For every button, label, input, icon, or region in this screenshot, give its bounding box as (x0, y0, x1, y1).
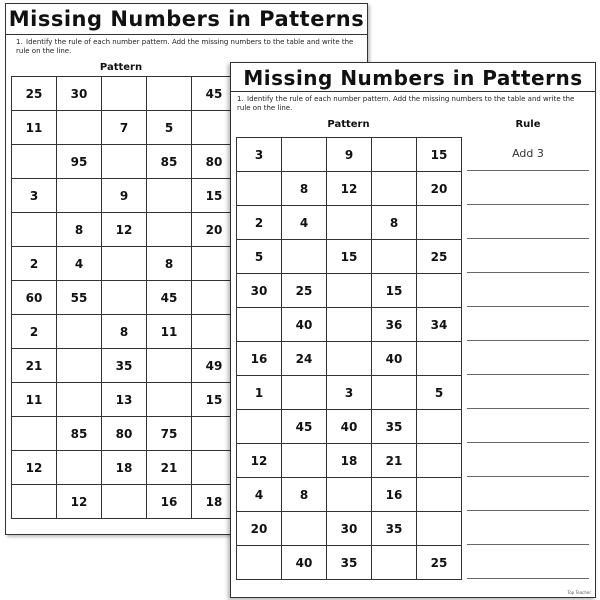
table-cell (147, 179, 192, 213)
table-cell (282, 240, 327, 274)
table-cell (102, 247, 147, 281)
brand-mark: Top Teacher (567, 590, 591, 595)
table-cell: 4 (57, 247, 102, 281)
instruction-text: Identify the rule of each number pattern. Add the missing numbers to the table and write the rule on the line. (16, 38, 354, 55)
table-cell: 8 (282, 172, 327, 206)
table-cell (372, 240, 417, 274)
table-cell (12, 213, 57, 247)
pattern-table (11, 76, 237, 519)
table-cell: 75 (147, 417, 192, 451)
table-cell: 1 (237, 376, 282, 410)
table-row (12, 247, 237, 281)
table-cell: 80 (102, 417, 147, 451)
table-cell (147, 77, 192, 111)
table-cell: 40 (372, 342, 417, 376)
table-cell (57, 179, 102, 213)
table-cell (417, 512, 462, 546)
table-cell (327, 478, 372, 512)
table-cell (102, 77, 147, 111)
table-cell: 5 (237, 240, 282, 274)
rule-lines (467, 137, 589, 579)
table-cell (237, 546, 282, 580)
table-row (237, 478, 462, 512)
table-cell (417, 274, 462, 308)
table-row (12, 145, 237, 179)
table-cell: 21 (372, 444, 417, 478)
table-cell: 24 (282, 342, 327, 376)
table-cell (237, 308, 282, 342)
table-cell: 11 (12, 111, 57, 145)
table-cell: 18 (102, 451, 147, 485)
table-cell (417, 444, 462, 478)
table-cell (12, 145, 57, 179)
table-cell: 2 (237, 206, 282, 240)
table-row (237, 376, 462, 410)
table-cell: 15 (372, 274, 417, 308)
table-row (237, 172, 462, 206)
table-row (12, 111, 237, 145)
rule-line (467, 273, 589, 307)
table-cell: 12 (12, 451, 57, 485)
table-cell: 21 (12, 349, 57, 383)
instruction-text: Identify the rule of each number pattern. Add the missing numbers to the table and write the rule on the line. (237, 95, 575, 112)
worksheet-title: Missing Numbers in Patterns (243, 66, 583, 90)
table-row (12, 485, 237, 519)
table-cell: 35 (327, 546, 372, 580)
table-cell: 8 (282, 478, 327, 512)
table-cell (147, 383, 192, 417)
table-cell: 55 (57, 281, 102, 315)
table-row (237, 274, 462, 308)
table-row (237, 444, 462, 478)
table-row (237, 206, 462, 240)
table-cell: 3 (12, 179, 57, 213)
table-cell: 20 (237, 512, 282, 546)
table-cell (372, 172, 417, 206)
pattern-heading: Pattern (99, 62, 143, 73)
table-cell (147, 349, 192, 383)
table-cell: 30 (327, 512, 372, 546)
table-cell: 20 (417, 172, 462, 206)
rule-line (467, 477, 589, 511)
rule-line (467, 171, 589, 205)
table-cell (417, 342, 462, 376)
table-cell: 35 (372, 410, 417, 444)
table-cell: 15 (192, 383, 237, 417)
table-cell: 5 (147, 111, 192, 145)
table-cell: 8 (57, 213, 102, 247)
table-cell: 35 (102, 349, 147, 383)
table-cell (327, 308, 372, 342)
table-row (12, 77, 237, 111)
instruction-number: 1. (237, 95, 244, 103)
table-cell: 40 (282, 308, 327, 342)
instruction-number: 1. (16, 38, 23, 46)
table-row (237, 410, 462, 444)
table-cell: 12 (327, 172, 372, 206)
table-cell: 30 (237, 274, 282, 308)
rule-line (467, 307, 589, 341)
table-cell: 45 (147, 281, 192, 315)
table-cell (282, 512, 327, 546)
table-cell: 45 (282, 410, 327, 444)
table-row (12, 349, 237, 383)
instructions (16, 38, 361, 56)
rule-line (467, 341, 589, 375)
rule-line (467, 511, 589, 545)
table-cell (237, 172, 282, 206)
table-row (237, 138, 462, 172)
table-cell: 25 (282, 274, 327, 308)
rule-line (467, 545, 589, 579)
table-cell: 60 (12, 281, 57, 315)
table-cell: 36 (372, 308, 417, 342)
rule-heading: Rule (515, 119, 541, 130)
pattern-table (236, 137, 462, 580)
rule-line (467, 137, 589, 171)
table-cell (12, 485, 57, 519)
table-cell: 34 (417, 308, 462, 342)
table-cell (417, 206, 462, 240)
table-row (12, 281, 237, 315)
table-cell: 16 (147, 485, 192, 519)
table-cell (282, 376, 327, 410)
table-cell: 25 (12, 77, 57, 111)
table-cell: 3 (327, 376, 372, 410)
table-cell (282, 444, 327, 478)
table-row (237, 546, 462, 580)
table-cell (327, 274, 372, 308)
rule-line (467, 205, 589, 239)
table-cell: 9 (327, 138, 372, 172)
table-cell (372, 376, 417, 410)
table-cell: 9 (102, 179, 147, 213)
table-cell (57, 111, 102, 145)
table-cell: 20 (192, 213, 237, 247)
table-cell: 40 (282, 546, 327, 580)
table-row (237, 308, 462, 342)
title-divider (231, 91, 595, 92)
table-cell: 12 (237, 444, 282, 478)
table-cell: 8 (147, 247, 192, 281)
table-cell: 35 (372, 512, 417, 546)
instructions (237, 95, 587, 113)
table-row (12, 315, 237, 349)
table-row (237, 240, 462, 274)
rule-line (467, 409, 589, 443)
table-row (12, 383, 237, 417)
table-row (12, 179, 237, 213)
table-cell: 25 (417, 240, 462, 274)
table-cell: 85 (57, 417, 102, 451)
table-cell: 40 (327, 410, 372, 444)
table-cell: 11 (147, 315, 192, 349)
table-row (237, 342, 462, 376)
table-cell (237, 410, 282, 444)
table-cell: 21 (147, 451, 192, 485)
table-cell (327, 342, 372, 376)
table-cell: 3 (237, 138, 282, 172)
table-cell (147, 213, 192, 247)
table-cell: 16 (237, 342, 282, 376)
table-cell (417, 478, 462, 512)
table-cell (372, 138, 417, 172)
table-cell (57, 349, 102, 383)
table-cell: 15 (192, 179, 237, 213)
table-cell: 8 (102, 315, 147, 349)
rule-line (467, 443, 589, 477)
table-cell: 15 (327, 240, 372, 274)
table-cell (372, 546, 417, 580)
table-cell: 25 (417, 546, 462, 580)
table-cell: 16 (372, 478, 417, 512)
table-cell (102, 485, 147, 519)
table-cell (57, 383, 102, 417)
table-cell: 30 (57, 77, 102, 111)
table-row (12, 451, 237, 485)
table-cell (282, 138, 327, 172)
table-cell: 95 (57, 145, 102, 179)
worksheet-title: Missing Numbers in Patterns (8, 7, 365, 31)
table-cell: 80 (192, 145, 237, 179)
table-cell: 18 (327, 444, 372, 478)
table-row (12, 417, 237, 451)
pattern-heading: Pattern (327, 119, 370, 130)
table-cell: 11 (12, 383, 57, 417)
title-divider (6, 34, 367, 35)
table-cell: 18 (192, 485, 237, 519)
table-cell: 13 (102, 383, 147, 417)
table-cell (327, 206, 372, 240)
table-cell: 12 (102, 213, 147, 247)
table-cell: 85 (147, 145, 192, 179)
table-cell: 2 (12, 315, 57, 349)
table-cell: 15 (417, 138, 462, 172)
table-cell: 4 (237, 478, 282, 512)
table-row (237, 512, 462, 546)
table-cell: 4 (282, 206, 327, 240)
worksheet-front (230, 62, 596, 598)
table-row (12, 213, 237, 247)
table-cell (417, 410, 462, 444)
table-cell (12, 417, 57, 451)
table-cell (57, 315, 102, 349)
table-cell: 8 (372, 206, 417, 240)
table-cell: 49 (192, 349, 237, 383)
table-cell: 2 (12, 247, 57, 281)
table-cell (102, 281, 147, 315)
table-cell: 45 (192, 77, 237, 111)
table-cell (57, 451, 102, 485)
rule-line (467, 375, 589, 409)
table-cell: 12 (57, 485, 102, 519)
table-cell: 5 (417, 376, 462, 410)
rule-line (467, 239, 589, 273)
table-cell: 7 (102, 111, 147, 145)
rule-text: Add 3 (512, 147, 544, 160)
table-cell (102, 145, 147, 179)
